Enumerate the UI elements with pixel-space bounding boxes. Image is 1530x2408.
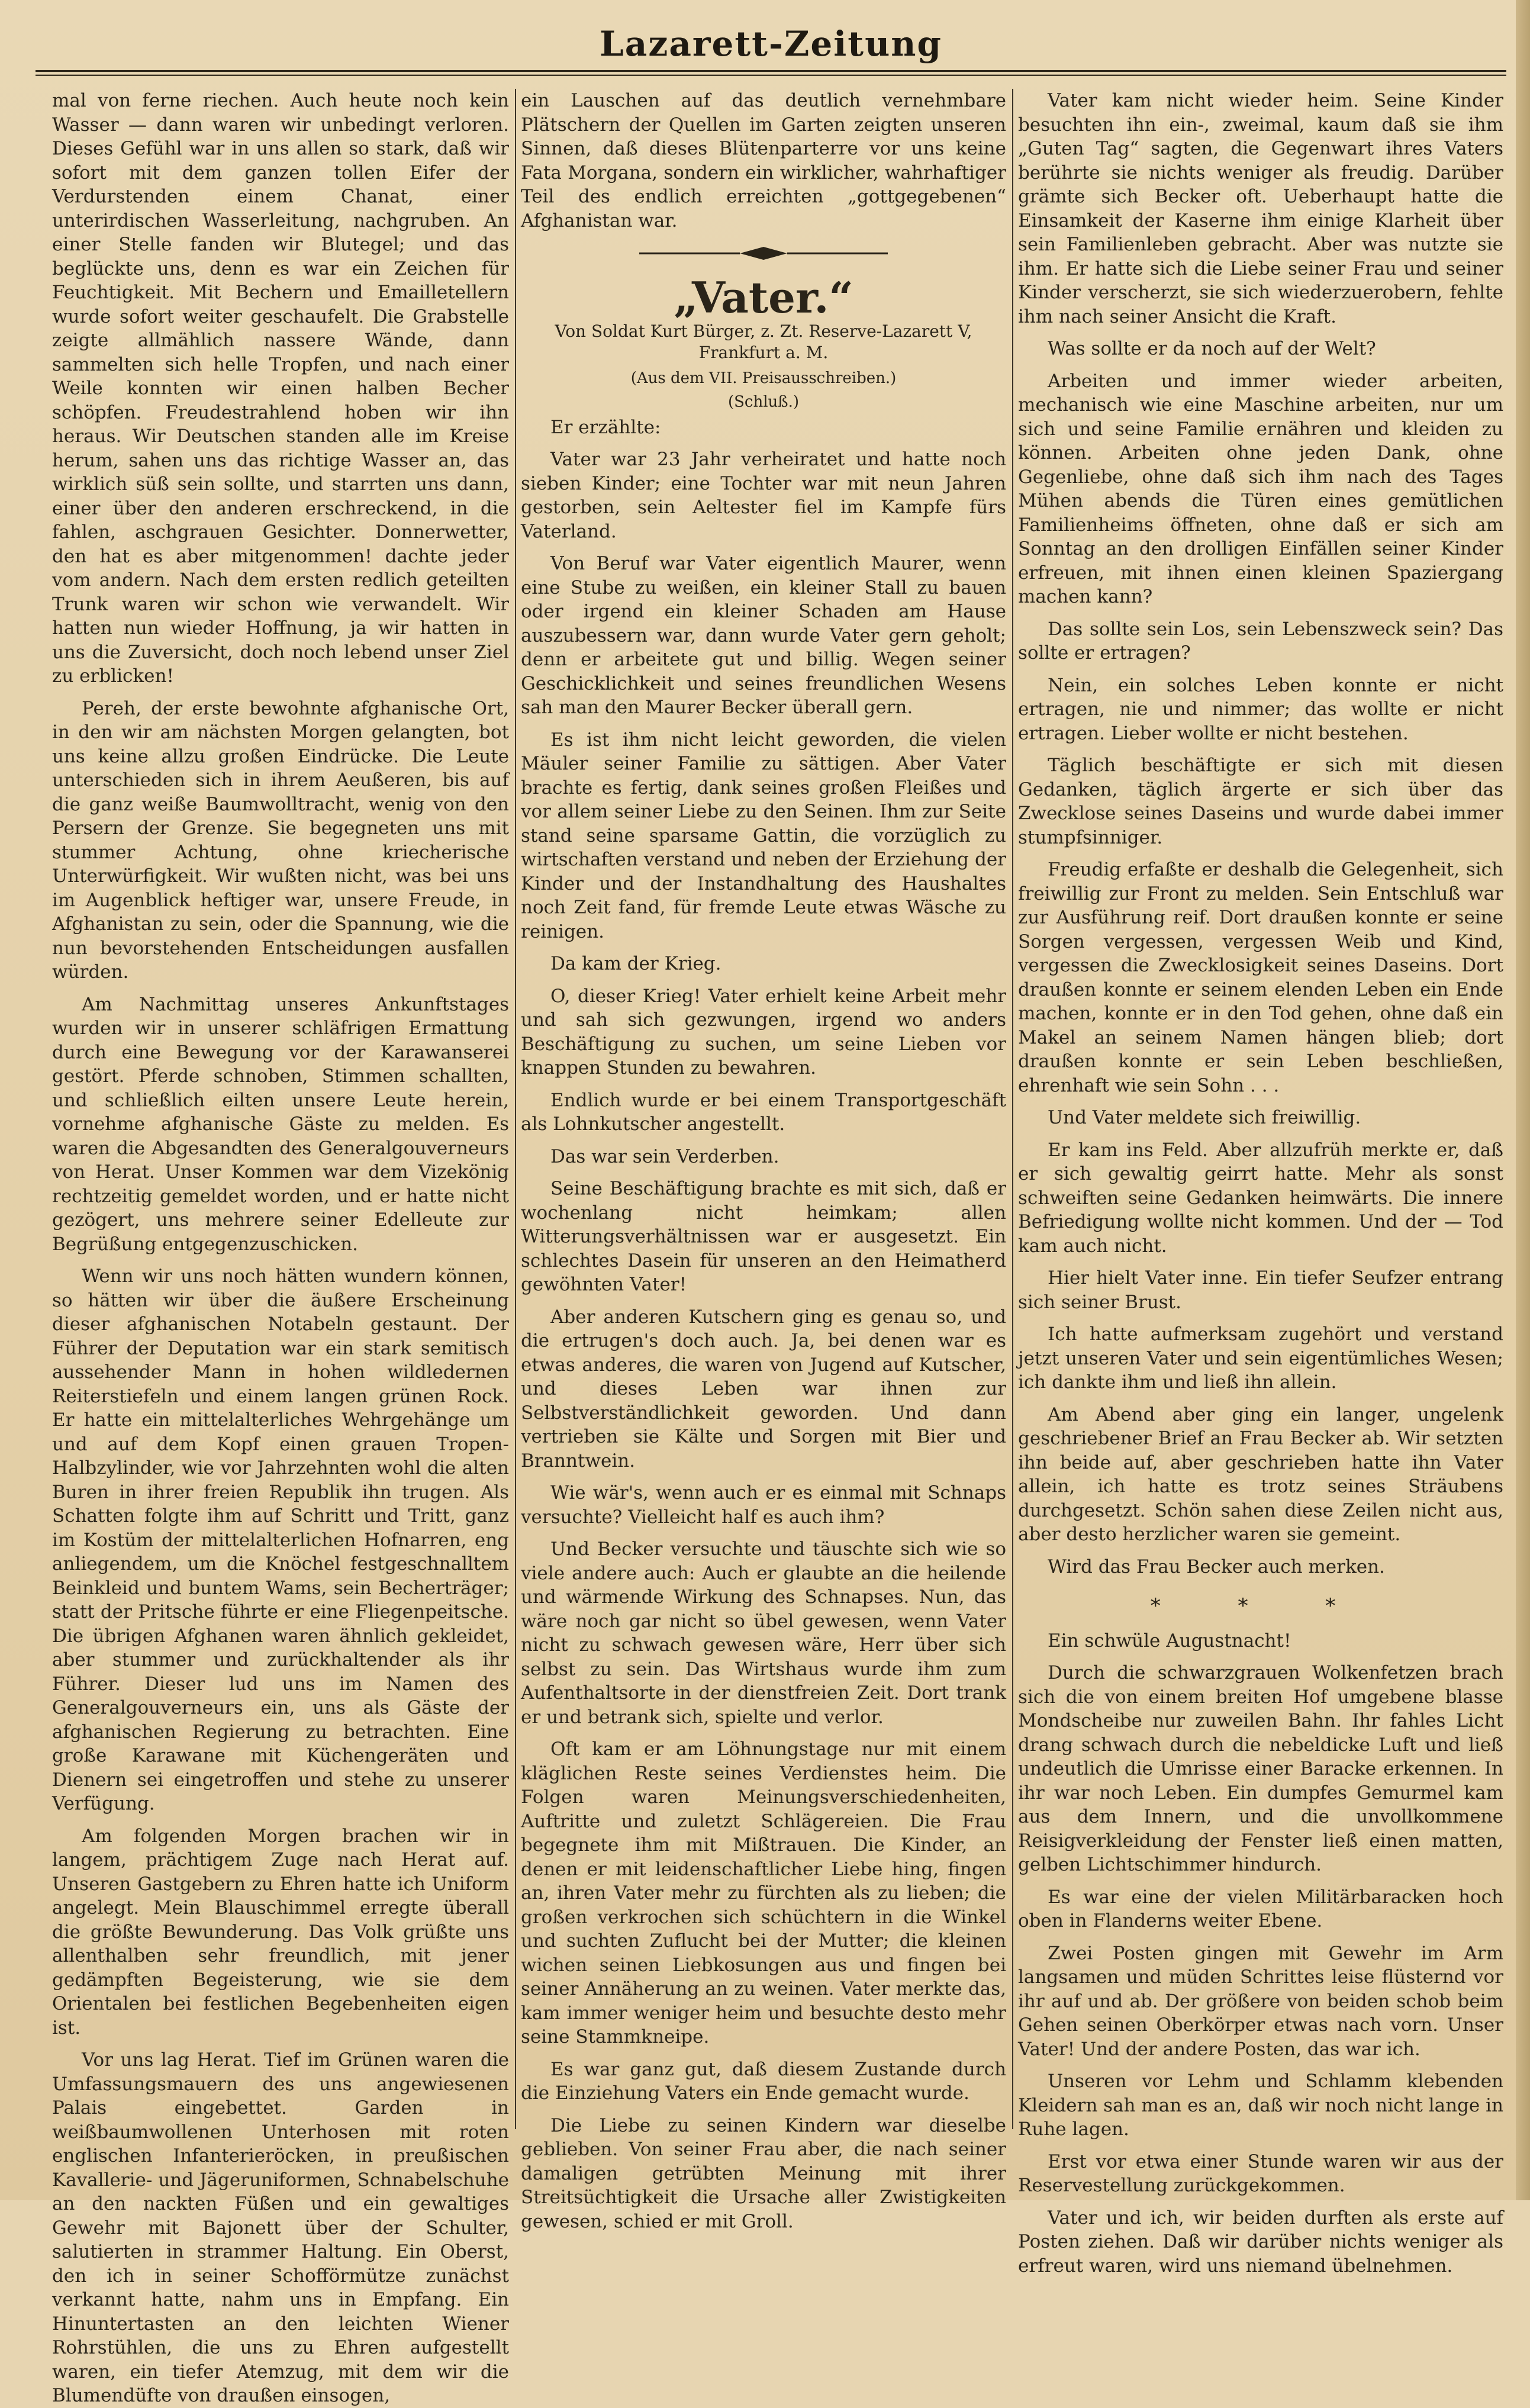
paragraph: Was sollte er da noch auf der Welt? [1048, 338, 1376, 359]
paragraph: Hier hielt Vater inne. Ein tiefer Seufzer entrang sich seiner Brust. [1018, 1267, 1503, 1313]
paragraph: Am Abend aber ging ein langer, ungelenk geschriebener Brief an Frau Becker ab. Wir setzten ihn beide auf, aber geschrieben hatte ihn Vater allein, ich hatte es trotz seines Sträubens durchgesetzt. Schön sahen diese Zeilen nicht aus, aber desto herzlicher waren sie gemeint. [1018, 1403, 1503, 1545]
ornament-divider-icon [639, 244, 888, 262]
paragraph: Freudig erfaßte er deshalb die Gelegenheit, sich freiwillig zur Front zu melden. Sein Entschluß war zur Ausführung reif. Dort draußen konnte er seine Sorgen vergessen, vergessen Weib und Kind, vergessen die Zwecklosigkeit seines Daseins. Dort draußen konnte er seinem elenden Leben ein Ende machen, konnte er in den Tod gehen, ohne daß ein Makel an seinem Namen hängen blieb; dort draußen konnte er sein Leben beschließen, ehrenhaft wie sein Sohn . . . [1018, 859, 1503, 1096]
header-rule [36, 70, 1506, 72]
paragraph: Es war ganz gut, daß diesem Zustande durch die Einziehung Vaters ein Ende gemacht wurde. [521, 2058, 1006, 2104]
paragraph: Und Becker versuchte und täuschte sich wie so viele andere auch: Auch er glaubte an die heilende und wärmende Wirkung des Schnapses. Nun, das wäre noch gar nicht so übel gewesen, wenn Vater nicht zu schwach gewesen wäre, Herr über sich selbst zu sein. Das Wirtshaus wurde ihm zum Aufenthaltsorte in der dienstfreien Zeit. Dort trank er und betrank sich, spielte und verlor. [521, 1538, 1006, 1728]
paragraph: Vater und ich, wir beiden durften als erste auf Posten ziehen. Daß wir darüber nichts weniger als erfreut waren, wird uns niemand übelnehmen. [1018, 2207, 1503, 2277]
paragraph: Wird das Frau Becker auch merken. [1048, 1556, 1385, 1578]
paragraph: O, dieser Krieg! Vater erhielt keine Arbeit mehr und sah sich gezwungen, irgend wo anders Beschäftigung zu suchen, um seine Lieben vor knappen Stunden zu bewahren. [521, 985, 1006, 1079]
paragraph: Nein, ein solches Leben konnte er nicht ertragen, nie und nimmer; das wollte er nicht ertragen. Lieber wollte er nicht bestehen. [1018, 674, 1503, 744]
paragraph: Aber anderen Kutschern ging es genau so, und die ertrugen's doch auch. Ja, bei denen war es etwas anderes, die waren von Jugend auf Kutscher, und dieses Leben war ihnen zur Selbstverständlichkeit geworden. Und dann vertrieben sie Kälte und Sorgen mit Bier und Branntwein. [521, 1306, 1006, 1472]
paragraph: Zwei Posten gingen mit Gewehr im Arm langsamen und müden Schrittes leise flüsternd vor ihr auf und ab. Der größere von beiden schob beim Gehen seinen Oberkörper etwas nach vorn. Unser Vater! Und der andere Posten, das war ich. [1018, 1942, 1503, 2060]
header-rule-thin [36, 75, 1506, 76]
paragraph: Wie wär's, wenn auch er es einmal mit Schnaps versuchte? Vielleicht half es auch ihm? [521, 1482, 1006, 1528]
paragraph: Vater kam nicht wieder heim. Seine Kinder besuchten ihn ein-, zweimal, kaum daß sie ihm „Guten Tag“ sagten, die Gegenwart ihres Vaters berührte sie nichts weniger als freudig. Darüber grämte sich Becker oft. Ueberhaupt hatte die Einsamkeit der Kaserne ihm einige Klarheit über sein Familienleben gebracht. Aber was nutzte sie ihm. Er hatte sich die Liebe seiner Frau und seiner Kinder verscherzt, sie sich wiederzuerobern, fehlte ihm nach seiner Ansicht die Kraft. [1018, 90, 1503, 327]
paragraph: Er kam ins Feld. Aber allzufrüh merkte er, daß er sich gewaltig geirrt hatte. Mehr als sonst schweiften seine Gedanken heimwärts. Die innere Befriedigung wollte nicht kommen. Und der — Tod kam auch nicht. [1018, 1139, 1503, 1257]
paragraph: Vor uns lag Herat. Tief im Grünen waren die Umfassungsmauern des uns angewiesenen Palais eingebettet. Garden in weißbaumwollenen Unterhosen mit roten englischen Infanterieröcken, in preußischen Kavallerie- und Jägeruniformen, Schnabelschuhe an den nackten Füßen und ein gewaltiges Gewehr mit Bajonett über der Schulter, salutierten in strammer Haltung. Ein Oberst, den ich in seiner Schofförmütze zunächst verkannt hatte, nahm uns in Empfang. Ein Hinuntertasten an den leichten Wiener Rohrstühlen, die uns zu Ehren aufgestellt waren, ein tiefer Atemzug, mit dem wir die Blumendüfte von draußen einsogen, [52, 2049, 509, 2406]
paragraph: mal von ferne riechen. Auch heute noch kein Wasser — dann waren wir unbedingt verloren. Dieses Gefühl war in uns allen so stark, daß wir sofort mit dem ganzen tollen Eifer der Verdurstenden einem Chanat, einer unterirdischen Wasserleitung, nachgruben. An einer Stelle fanden wir Blutegel; und das beglückte uns, denn es war ein Zeichen für Feuchtigkeit. Mit Bechern und Emailletellern wurde sofort weiter geschaufelt. Die Grabstelle zeigte allmählich nassere Wände, dann sammelten sich helle Tropfen, und nach einer Weile konnten wir einen halben Becher schöpfen. Freudestrahlend hoben wir ihn heraus. Wir Deutschen standen alle im Kreise herum, sahen uns das richtige Wasser an, das wirklich süß sein sollte, und starrten uns dann, einer über den anderen erschreckend, in die fahlen, aschgrauen Gesichter. Donnerwetter, den hat es aber mitgenommen! dachte jeder vom andern. Nach dem ersten redlich geteilten Trunk waren wir schon wie verwandelt. Wir hatten nun wieder Hoffnung, ja wir hatten in uns die Zuversicht, doch noch lebend unser Ziel zu erblicken! [52, 90, 509, 687]
column-divider [1012, 89, 1013, 2129]
paragraph: Ein schwüle Augustnacht! [1048, 1630, 1291, 1652]
paragraph: Da kam der Krieg. [550, 953, 721, 974]
article-conclusion-note: (Schluß.) [727, 392, 800, 411]
column-middle [521, 89, 1006, 2232]
paragraph: Erst vor etwa einer Stunde waren wir aus der Reservestellung zurückgekommen. [1018, 2151, 1503, 2196]
paragraph: Vater war 23 Jahr verheiratet und hatte noch sieben Kinder; eine Tochter war mit neun Jahren gestorben, sein Aeltester fiel im Kampfe fürs Vaterland. [521, 449, 1006, 542]
paragraph: Täglich beschäftigte er sich mit diesen Gedanken, täglich ärgerte er sich über das Zwecklose seines Daseins und wurde dabei immer stumpfsinniger. [1018, 755, 1503, 848]
article-competition: (Aus dem VII. Preisausschreiben.) [630, 369, 897, 387]
paragraph: Pereh, der erste bewohnte afghanische Ort, in den wir am nächsten Morgen gelangten, bot uns keine allzu großen Eindrücke. Die Leute unterschieden sich in ihrem Aeußeren, bis auf die ganz weiße Baumwolltracht, wenig von den Persern der Grenze. Sie begegneten uns mit stummer Achtung, ohne kriecherische Unterwürfigkeit. Wir wußten nicht, was bei uns im Augenblick heftiger war, unsere Freude, in Afghanistan zu sein, oder die Spannung, wie die nun bevorstehenden Entscheidungen ausfallen würden. [52, 697, 509, 983]
paragraph: ein Lauschen auf das deutlich vernehmbare Plätschern der Quellen im Garten zeigten unseren Sinnen, daß dieses Blütenparterre vor uns keine Fata Morgana, sondern ein wirklicher, wahrhaftiger Teil des endlich erreichten „gottgegebenen“ Afghanistan war. [521, 90, 1006, 231]
paragraph: Die Liebe zu seinen Kindern war dieselbe geblieben. Von seiner Frau aber, die nach seiner damaligen getrübten Meinung mit ihrer Streitsüchtigkeit die Ursache aller Zwistigkeiten gewesen, schied er mit Groll. [521, 2114, 1006, 2232]
paragraph: Es ist ihm nicht leicht geworden, die vielen Mäuler seiner Familie zu sättigen. Aber Vater brachte es fertig, dank seines großen Fleißes und vor allem seiner Liebe zu den Seinen. Ihm zur Seite stand seine sparsame Gattin, die vorzüglich zu wirtschaften verstand und neben der Erziehung der Kinder und der Instandhaltung des Haushaltes noch Zeit fand, für fremde Leute etwas Wäsche zu reinigen. [521, 729, 1006, 942]
article-byline: Von Soldat Kurt Bürger, z. Zt. Reserve-Lazarett V, Frankfurt a. M. [555, 321, 972, 362]
column-left [52, 89, 509, 2406]
paragraph: Es war eine der vielen Militärbaracken hoch oben in Flanderns weiter Ebene. [1018, 1886, 1503, 1931]
paragraph: Von Beruf war Vater eigentlich Maurer, wenn eine Stube zu weißen, ein kleiner Stall zu bauen oder irgend ein kleiner Schaden am Hause auszubessern war, dann wurde Vater gern geholt; denn er arbeitete gut und billig. Wegen seiner Geschicklichkeit und seines freundlichen Wesens sah man den Maurer Becker überall gern. [521, 553, 1006, 718]
section-break-stars: * * * [1150, 1594, 1371, 1618]
paragraph: Er erzählte: [550, 416, 661, 438]
paragraph: Unseren vor Lehm und Schlamm klebenden Kleidern sah man es an, daß wir noch nicht lange in Ruhe lagen. [1018, 2071, 1503, 2140]
paragraph: Am folgenden Morgen brachen wir in langem, prächtigem Zuge nach Herat auf. Unseren Gastgebern zu Ehren hatte ich Uniform angelegt. Mein Blauschimmel erregte überall die größte Bewunderung. Das Volk grüßte uns allenthalben sehr freundlich, mit jener gedämpften Begeisterung, wie sie dem Orientalen bei festlichen Begebenheiten eigen ist. [52, 1825, 509, 2039]
masthead-title: Lazarett-Zeitung [600, 24, 942, 64]
paragraph: Das sollte sein Los, sein Lebenszweck sein? Das sollte er ertragen? [1018, 618, 1503, 664]
column-right [1018, 89, 1503, 2277]
page-edge-shadow [1516, 0, 1530, 2200]
paragraph: Arbeiten und immer wieder arbeiten, mechanisch wie eine Maschine arbeiten, nur um sich und seine Familie ernähren und kleiden zu können. Arbeiten ohne jeden Dank, ohne Gegenliebe, ohne daß sich ihm nach des Tages Mühen abends die Türen eines gemütlichen Familienheims öffneten, ohne daß er sich am Sonntag an den drolligen Einfällen seiner Kinder erfreuen, mit ihnen einen kleinen Spaziergang machen kann? [1018, 370, 1503, 607]
paragraph: Das war sein Verderben. [550, 1145, 780, 1167]
article-title: „Vater.“ [674, 272, 853, 323]
column-divider [515, 89, 516, 2129]
page-header [36, 24, 1506, 77]
paragraph: Ich hatte aufmerksam zugehört und verstand jetzt unseren Vater und sein eigentümliches Wesen; ich dankte ihm und ließ ihn allein. [1018, 1324, 1503, 1393]
paragraph: Und Vater meldete sich freiwillig. [1048, 1107, 1361, 1128]
paragraph: Endlich wurde er bei einem Transportgeschäft als Lohnkutscher angestellt. [521, 1089, 1006, 1135]
paragraph: Oft kam er am Löhnungstage nur mit einem kläglichen Reste seines Verdienstes heim. Die Folgen waren Meinungsverschiedenheiten, Auftritte und zuletzt Schlägereien. Die Frau begegnete ihm mit Mißtrauen. Die Kinder, an denen er mit leidenschaftlicher Liebe hing, fingen an, ihren Vater mehr zu fürchten als zu lieben; die großen verkrochen sich schüchtern in die Winkel und suchten Zuflucht bei der Mutter; die kleinen wichen seinen Liebkosungen aus und fingen bei seiner Annäherung an zu weinen. Vater merkte das, kam immer weniger heim und besuchte desto mehr seine Stammkneipe. [521, 1739, 1006, 2048]
paragraph: Am Nachmittag unseres Ankunftstages wurden wir in unserer schläfrigen Ermattung durch eine Bewegung vor der Karawanserei gestört. Pferde schnoben, Stimmen schallten, und schließlich eilten unsere Leute herein, vornehme afghanische Gäste zu melden. Es waren die Abgesandten des Generalgouverneurs von Herat. Unser Kommen war dem Vizekönig rechtzeitig gemeldet worden, und er hatte nicht gezögert, uns mehrere seiner Edelleute zur Begrüßung entgegenzuschicken. [52, 993, 509, 1255]
paragraph: Wenn wir uns noch hätten wundern können, so hätten wir über die äußere Erscheinung dieser afghanischen Notabeln gestaunt. Der Führer der Deputation war ein stark semitisch aussehender Mann in hohen wildledernen Reiterstiefeln und einem langen grünen Rock. Er hatte ein mittelalterliches Wehrgehänge um und auf dem Kopf einen grauen Tropen-Halbzylinder, wie vor Jahrzehnten wohl die alten Buren in ihrer freien Republik ihn trugen. Als Schatten folgte ihm auf Schritt und Tritt, ganz im Kostüm der mittelalterlichen Hofnarren, eng anliegendem, um die Knöchel festgeschnalltem Beinkleid und buntem Wams, sein Becherträger; statt der Pritsche führte er eine Fliegenpeitsche. Die übrigen Afghanen waren ähnlich gekleidet, aber stummer und zurückhaltender als ihr Führer. Dieser lud uns im Namen des Generalgouverneurs ein, uns als Gäste der afghanischen Regierung zu betrachten. Eine große Karawane mit Küchengeräten und Dienern sei eingetroffen und stehe zu unserer Verfügung. [52, 1266, 509, 1814]
paragraph: Durch die schwarzgrauen Wolkenfetzen brach sich die von einem breiten Hof umgebene blasse Mondscheibe nur zuweilen Bahn. Ihr fahles Licht drang schwach durch die nebeldicke Luft und ließ undeutlich die Umrisse einer Baracke erkennen. In ihr war noch Leben. Ein dumpfes Gemurmel kam aus dem Innern, und die unvollkommene Reisigverkleidung der Fenster ließ einen matten, gelben Lichtschimmer hindurch. [1018, 1662, 1503, 1875]
paragraph: Seine Beschäftigung brachte es mit sich, daß er wochenlang nicht heimkam; allen Witterungsverhältnissen war er ausgesetzt. Ein schlechtes Dasein für unseren an den Heimatherd gewöhnten Vater! [521, 1178, 1006, 1295]
